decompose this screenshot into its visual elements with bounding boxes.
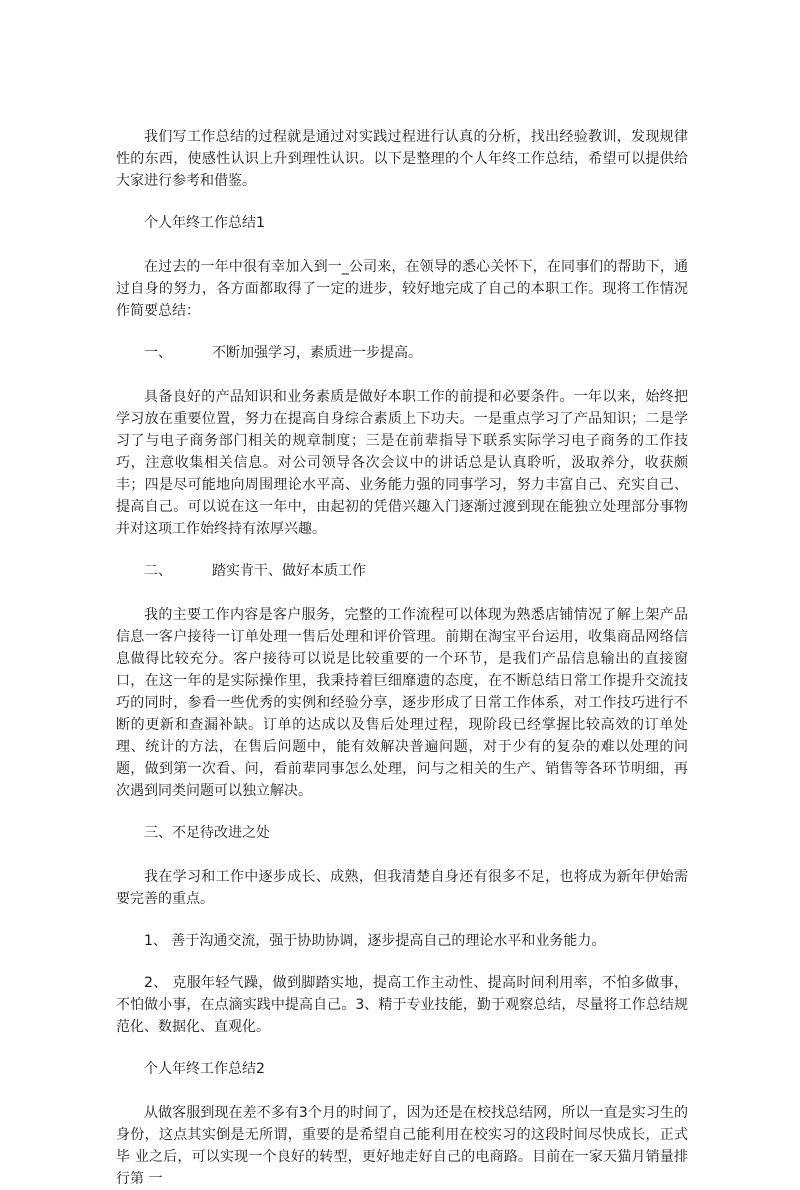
summary2-title: 个人年终工作总结2: [144, 1061, 265, 1077]
section2-body: 我的主要工作内容是客户服务，完整的工作流程可以体现为熟悉店铺情况了解上架产品信息一客户接待一订单处理一售后处理和评价管理。前期在淘宝平台运用，收集商品网络信息做得比较充分。客户接待可以说是比较重要的一个环节，是我们产品信息输出的直接窗口，在这一年的是实际操作里，我秉持着巨细靡遗的态度，在不断总结日常工作提升交流技巧的同时，参看一些优秀的实例和经验分享，逐步形成了日常工作体系，对工作技巧进行不断的更新和查漏补缺。订单的达成以及售后处理过程，现阶段已经掌握比较高效的订单处理、统计的方法，在售后问题中，能有效解决普遍问题，对于少有的复杂的难以处理的问题，做到第一次看、问，看前辈同事怎么处理，问与之相关的生产、销售等各环节明细，再次遇到同类问题可以独立解决。: [116, 607, 688, 799]
section1-heading: [116, 342, 688, 364]
section3-body: 我在学习和工作中逐步成长、成熟，但我清楚自身还有很多不足，也将成为新年伊始需要完善的重点。: [116, 869, 688, 907]
document-page: [116, 126, 688, 1190]
summary1-title: 个人年终工作总结1: [144, 215, 265, 231]
section2-heading: [116, 560, 688, 582]
summary1-opening: 在过去的一年中很有幸加入到一_公司来，在领导的悉心关怀下，在同事们的帮助下，通过自身的努力，各方面都取得了一定的进步，较好地完成了自己的本职工作。现将工作情况作简要总结：: [116, 259, 688, 319]
intro-paragraph: 我们写工作总结的过程就是通过对实践过程进行认真的分析，找出经验教训，发现规律性的东西，使感性认识上升到理性认识。以下是整理的个人年终工作总结，希望可以提供给大家进行参考和借鉴。: [116, 129, 688, 189]
section1-number: 一、: [144, 345, 172, 361]
section1-body: 具备良好的产品知识和业务素质是做好本职工作的前提和必要条件。一年以来，始终把学习放在重要位置，努力在提高自身综合素质上下功夫。一是重点学习了产品知识；二是学习了与电子商务部门相关的规章制度；三是在前辈指导下联系实际学习电子商务的工作技巧，注意收集相关信息。对公司领导各次会议中的讲话总是认真聆听，汲取养分，收获颇丰；四是尽可能地向周围理论水平高、业务能力强的同事学习，努力丰富自己、充实自己、提高自己。可以说在这一年中，由起初的凭借兴趣入门逐渐过渡到现在能独立处理部分事物并对这项工作始终持有浓厚兴趣。: [116, 389, 688, 537]
section3-item2: 2、 克服年轻气躁，做到脚踏实地，提高工作主动性、提高时间利用率，不怕多做事，不怕做小事，在点滴实践中提高自己。3、精于专业技能，勤于观察总结，尽量将工作总结规范化、数据化、直观化。: [116, 975, 688, 1035]
section3-item1: 1、 善于沟通交流，强于协助协调，逐步提高自己的理论水平和业务能力。: [144, 933, 606, 949]
section2-title: 踏实肯干、做好本质工作: [212, 563, 366, 579]
section1-title: 不断加强学习，素质进一步提高。: [212, 345, 422, 361]
summary2-body: 从做客服到现在差不多有3个月的时间了，因为还是在校找总结网，所以一直是实习生的 身份，这点其实倒是无所谓，重要的是希望自己能利用在校实习的这段时间尽快成长，正式毕 业之后，可以实现一个良好的转型，更好地走好自己的电商路。目前在一家天猫月销量排行第 一: [116, 1105, 688, 1187]
section2-number: 二、: [144, 563, 172, 579]
section3-title: 三、不足待改进之处: [144, 825, 270, 841]
